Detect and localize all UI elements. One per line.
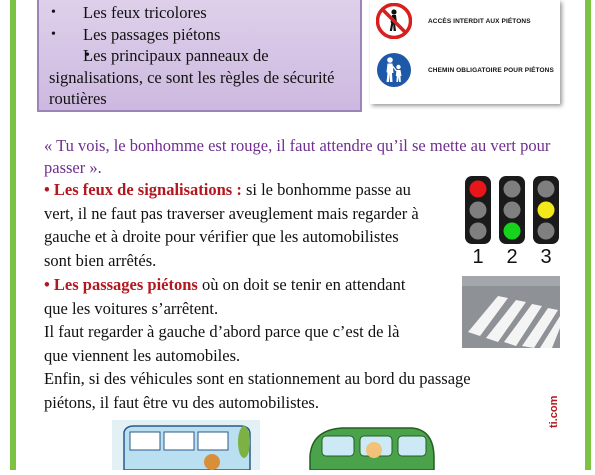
paragraph-line: sont bien arrêtés.: [44, 250, 157, 270]
sign-pedestrian-path: [376, 52, 554, 88]
sign-caption: CHEMIN OBLIGATOIRE POUR PIÉTONS: [428, 66, 554, 74]
paragraph-line: vert, il ne faut pas traverser aveuglement mais regarder à: [44, 203, 419, 223]
light-number: 2: [506, 246, 518, 268]
paragraph-line: que viennent les automobiles.: [44, 345, 241, 365]
list-item: • Les passages piétons: [49, 24, 350, 46]
paragraph-line: Il faut regarder à gauche d’abord parce que c’est de là: [44, 322, 400, 341]
right-page-border: [585, 0, 595, 470]
watermark-text: ti.com: [548, 395, 560, 428]
road-signs-panel: [370, 0, 560, 104]
road-rules-list: [49, 2, 350, 110]
sign-caption: ACCÈS INTERDIT AUX PIÉTONS: [428, 17, 531, 25]
paragraph-line: que les voitures s’arrêtent.: [44, 298, 219, 318]
bus-illustration-icon: [112, 418, 442, 470]
no-pedestrians-sign-icon: [376, 3, 412, 39]
section-heading: • Les passages piétons: [44, 275, 198, 294]
section-heading: • Les feux de signalisations :: [44, 180, 242, 199]
paragraph-line: si le bonhomme passe au: [241, 180, 411, 199]
road-rules-box: [37, 0, 362, 112]
sign-no-pedestrians: [376, 3, 531, 39]
traffic-lights-illustration: [463, 174, 563, 274]
crosswalk-photo: [462, 276, 560, 348]
list-item: • Les feux tricolores: [49, 2, 350, 24]
crosswalk-icon: [462, 276, 560, 348]
traffic-lights-paragraph: [44, 178, 464, 272]
paragraph-line: piétons, il faut être vu des automobilistes.: [44, 392, 319, 412]
paragraph-line: gauche et à droite pour vérifier que les automobilistes: [44, 227, 399, 246]
crossings-paragraph: [44, 273, 524, 414]
paragraph-line: Enfin, si des véhicules sont en stationnement au bord du passage: [44, 369, 471, 388]
bus-illustrations: [112, 418, 442, 470]
mandatory-pedestrian-path-sign-icon: [376, 52, 412, 88]
light-number: 1: [472, 246, 484, 268]
quote-text: « Tu vois, le bonhomme est rouge, il faut attendre qu’il se mette au vert pour passer ».: [44, 136, 551, 177]
list-item: • Les principaux panneaux de signalisations, ce sont les règles de sécurité routières: [49, 45, 350, 110]
paragraph-line: où on doit se tenir en attendant: [197, 275, 406, 294]
left-page-border: [0, 0, 16, 470]
traffic-light-icon: [463, 174, 563, 246]
light-number: 3: [540, 246, 552, 268]
